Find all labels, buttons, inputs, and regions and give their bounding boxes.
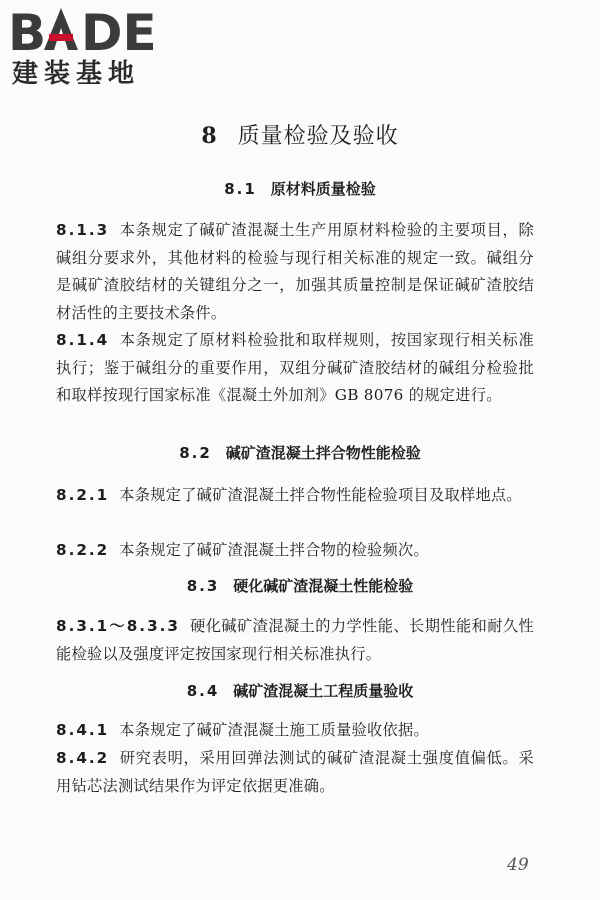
bade-logo-mark (8, 4, 173, 56)
clause-paragraph (56, 717, 534, 745)
clause-text: 硬化碱矿渣混凝土的力学性能、长期性能和耐久性能检验以及强度评定按国家现行相关标准执行。 (56, 617, 535, 663)
logo-subtitle: 建装基地 (12, 59, 141, 89)
clause-paragraph (56, 745, 534, 800)
section-number: 8.1 (224, 180, 257, 198)
section-title: 硬化碱矿渣混凝土性能检验 (233, 577, 414, 595)
clause-number: 8.4.2 (56, 749, 110, 767)
clause-number: 8.4.1 (56, 721, 110, 739)
clause-paragraph (56, 217, 534, 327)
clause-text: 本条规定了原材料检验批和取样规则，按国家现行相关标准执行；鉴于碱组分的重要作用，双组分碱矿渣胶结材的碱组分检验批和取样按现行国家标准《混凝土外加剂》GB 8076 的规定进行。 (56, 331, 534, 404)
brand-logo (8, 4, 173, 94)
section-heading (0, 442, 600, 464)
clause-number: 8.3.1～8.3.3 (56, 617, 180, 635)
section-title: 原材料质量检验 (270, 180, 376, 198)
section-title: 碱矿渣混凝土拌合物性能检验 (225, 444, 421, 462)
clause-text: 本条规定了碱矿渣混凝土拌合物性能检验项目及取样地点。 (119, 486, 522, 504)
page-number: 49 (507, 855, 529, 875)
clause-paragraph (56, 537, 534, 565)
svg-text:B: B (8, 4, 47, 56)
chapter-number: 8 (201, 123, 218, 149)
section-heading (0, 680, 600, 702)
section-heading (0, 575, 600, 597)
section-number: 8.3 (186, 577, 220, 595)
section-title: 碱矿渣混凝土工程质量验收 (233, 682, 414, 700)
clause-text: 研究表明，采用回弹法测试的碱矿渣混凝土强度值偏低。采用钻芯法测试结果作为评定依据更准确。 (56, 749, 534, 795)
clause-number: 8.1.4 (56, 331, 110, 349)
chapter-title: 质量检验及验收 (237, 124, 399, 149)
section-number: 8.2 (179, 444, 212, 462)
chapter-heading (0, 121, 600, 152)
section-number: 8.4 (186, 682, 220, 700)
clause-number: 8.2.2 (56, 541, 110, 559)
clause-paragraph (56, 482, 534, 510)
clause-paragraph (56, 613, 534, 668)
clause-text: 本条规定了碱矿渣混凝土拌合物的检验频次。 (119, 541, 429, 559)
clause-text: 本条规定了碱矿渣混凝土施工质量验收依据。 (119, 721, 429, 739)
clause-number: 8.2.1 (56, 486, 110, 504)
clause-text: 本条规定了碱矿渣混凝土生产用原材料检验的主要项目，除碱组分要求外，其他材料的检验与现行相关标准的规定一致。碱组分是碱矿渣胶结材的关键组分之一，加强其质量控制是保证碱矿渣胶结材活性的主要技术条件。 (56, 221, 534, 322)
section-heading (0, 178, 600, 200)
clause-paragraph (56, 327, 534, 410)
clause-number: 8.1.3 (56, 221, 110, 239)
svg-text:DE: DE (81, 4, 157, 56)
